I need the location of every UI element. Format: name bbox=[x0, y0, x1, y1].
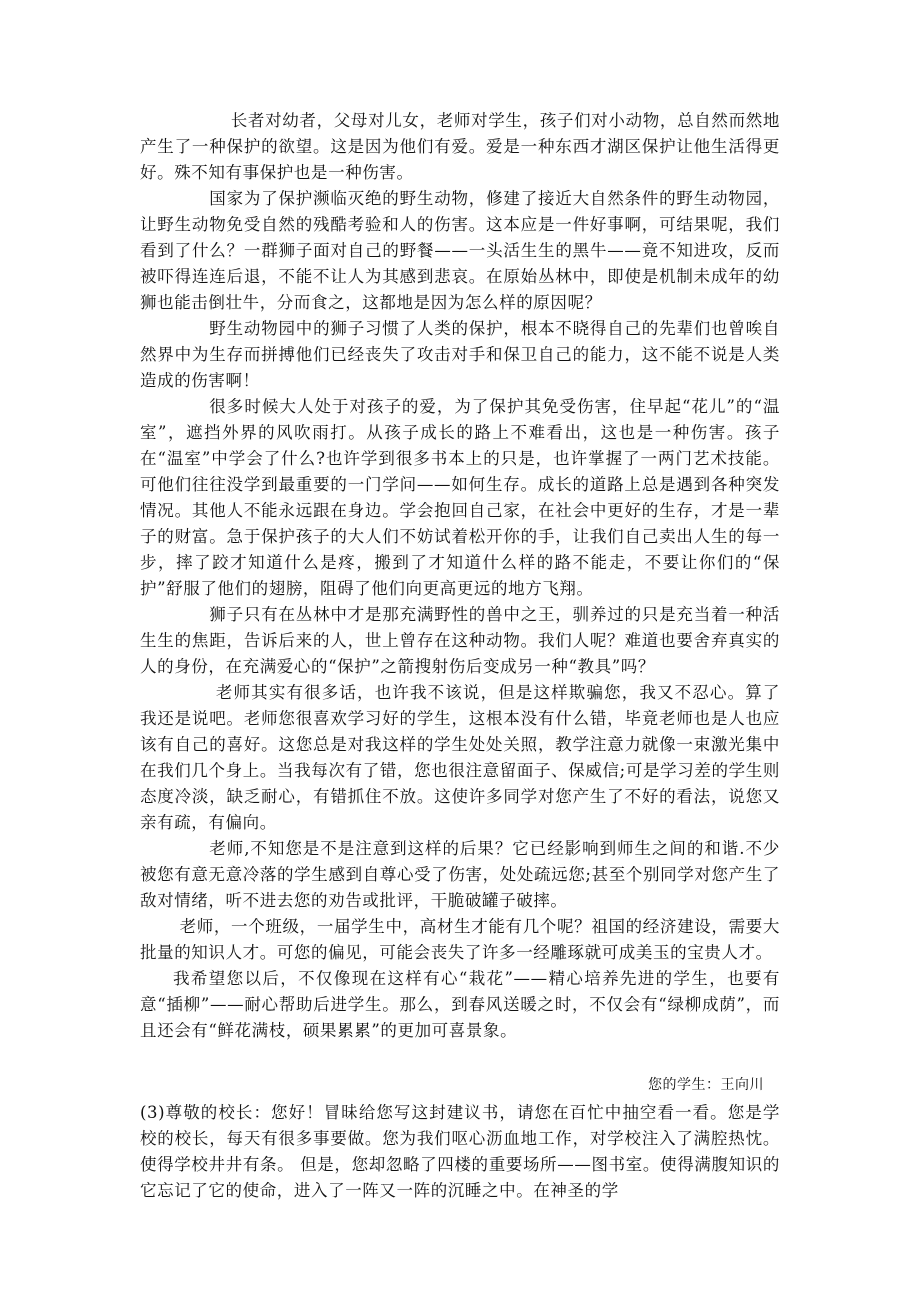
signature: 您的学生：王向川 bbox=[648, 1077, 764, 1093]
paragraph-4: 很多时候大人处于对孩子的爱，为了保护其免受伤害，住早起“花儿”的“温室”，遮挡外界的风吹雨打。从孩子成长的路上不难看出，这也是一种伤害。孩子在“温室”中学会了什么?也许学到很多书本上的只是，也许掌握了一两门艺术技能。可他们往往没学到最重要的一门学问——如何生存。成长的道路上总是遇到各种突发情况。其他人不能永远跟在身边。学会抱回自己家，在社会中更好的生存，才是一辈子的财富。急于保护孩子的大人们不妨试着松开你的手，让我们自己卖出人生的每一步，摔了跤才知道什么是疼，搬到了才知道什么样的路不能走，不要让你们的“保护”舒服了他们的翅膀，阻碍了他们向更高更远的地方飞翔。 bbox=[140, 397, 780, 598]
paragraph-9: 我希望您以后，不仅像现在这样有心“栽花”——精心培养先进的学生，也要有意“插柳”——耐心帮助后进学生。那么，到春风送暖之时，不仅会有“绿柳成荫”，而且还会有“鲜花满枝，硕果累累”的更加可喜景象。 bbox=[140, 969, 780, 1040]
paragraph-5: 狮子只有在丛林中才是那充满野性的兽中之王，驯养过的只是充当着一种活生生的焦距，告诉后来的人，世上曾存在这种动物。我们人呢？难道也要舍弃真实的人的身份，在充满爱心的“保护”之箭搜射伤后变成另一种“教具”吗？ bbox=[140, 605, 780, 676]
paragraph-8: 老师，一个班级，一届学生中，高材生才能有几个呢？祖国的经济建设，需要大批量的知识人才。可您的偏见，可能会丧失了许多一经雕琢就可成美玉的宝贵人才。 bbox=[140, 917, 780, 962]
paragraph-6: 老师其实有很多话，也许我不该说，但是这样欺骗您，我又不忍心。算了我还是说吧。老师您很喜欢学习好的学生，这根本没有什么错，毕竟老师也是人也应该有自己的喜好。这您总是对我这样的学生处处关照，教学注意力就像一束激光集中在我们几个身上。当我每次有了错，您也很注意留面子、保威信;可是学习差的学生则态度冷淡，缺乏耐心，有错抓住不放。这使许多同学对您产生了不好的看法，说您又亲有疏，有偏向。 bbox=[140, 683, 780, 832]
paragraph-1: 长者对幼者，父母对儿女，老师对学生，孩子们对小动物，总自然而然地产生了一种保护的欲望。这是因为他们有爱。爱是一种东西才湖区保护让他生活得更好。殊不知有事保护也是一种伤害。 bbox=[140, 111, 780, 182]
paragraph-7: 老师,不知您是不是注意到这样的后果？它已经影响到师生之间的和谐.不少被您有意无意冷落的学生感到自尊心受了伤害，处处疏远您;甚至个别同学对您产生了敌对情绪，听不进去您的劝告或批评，干脆破罐子破摔。 bbox=[140, 839, 780, 910]
paragraph-2: 国家为了保护濒临灭绝的野生动物，修建了接近大自然条件的野生动物园，让野生动物免受自然的残酷考验和人的伤害。这本应是一件好事啊，可结果呢，我们看到了什么？一群狮子面对自己的野餐——一头活生生的黑牛——竟不知进攻，反而被吓得连连后退，不能不让人为其感到悲哀。在原始丛林中，即使是机制未成年的幼狮也能击倒壮牛，分而食之，这都地是因为怎么样的原因呢？ bbox=[140, 189, 780, 312]
document-body bbox=[140, 108, 780, 1204]
next-section-paragraph: (3)尊敬的校长：您好！冒昧给您写这封建议书，请您在百忙中抽空看一看。您是学校的校长，每天有很多事要做。您为我们呕心沥血地工作，对学校注入了满腔热忱。使得学校井井有条。 但是，您却忽略了四楼的重要场所——图书室。使得满腹知识的它忘记了它的使命，进入了一阵又一阵的沉睡之中。在神圣的学 bbox=[140, 1103, 780, 1200]
paragraph-3: 野生动物园中的狮子习惯了人类的保护，根本不晓得自己的先辈们也曾唉自然界中为生存而拼搏他们已经丧失了攻击对手和保卫自己的能力，这不能不说是人类造成的伤害啊！ bbox=[140, 319, 780, 390]
